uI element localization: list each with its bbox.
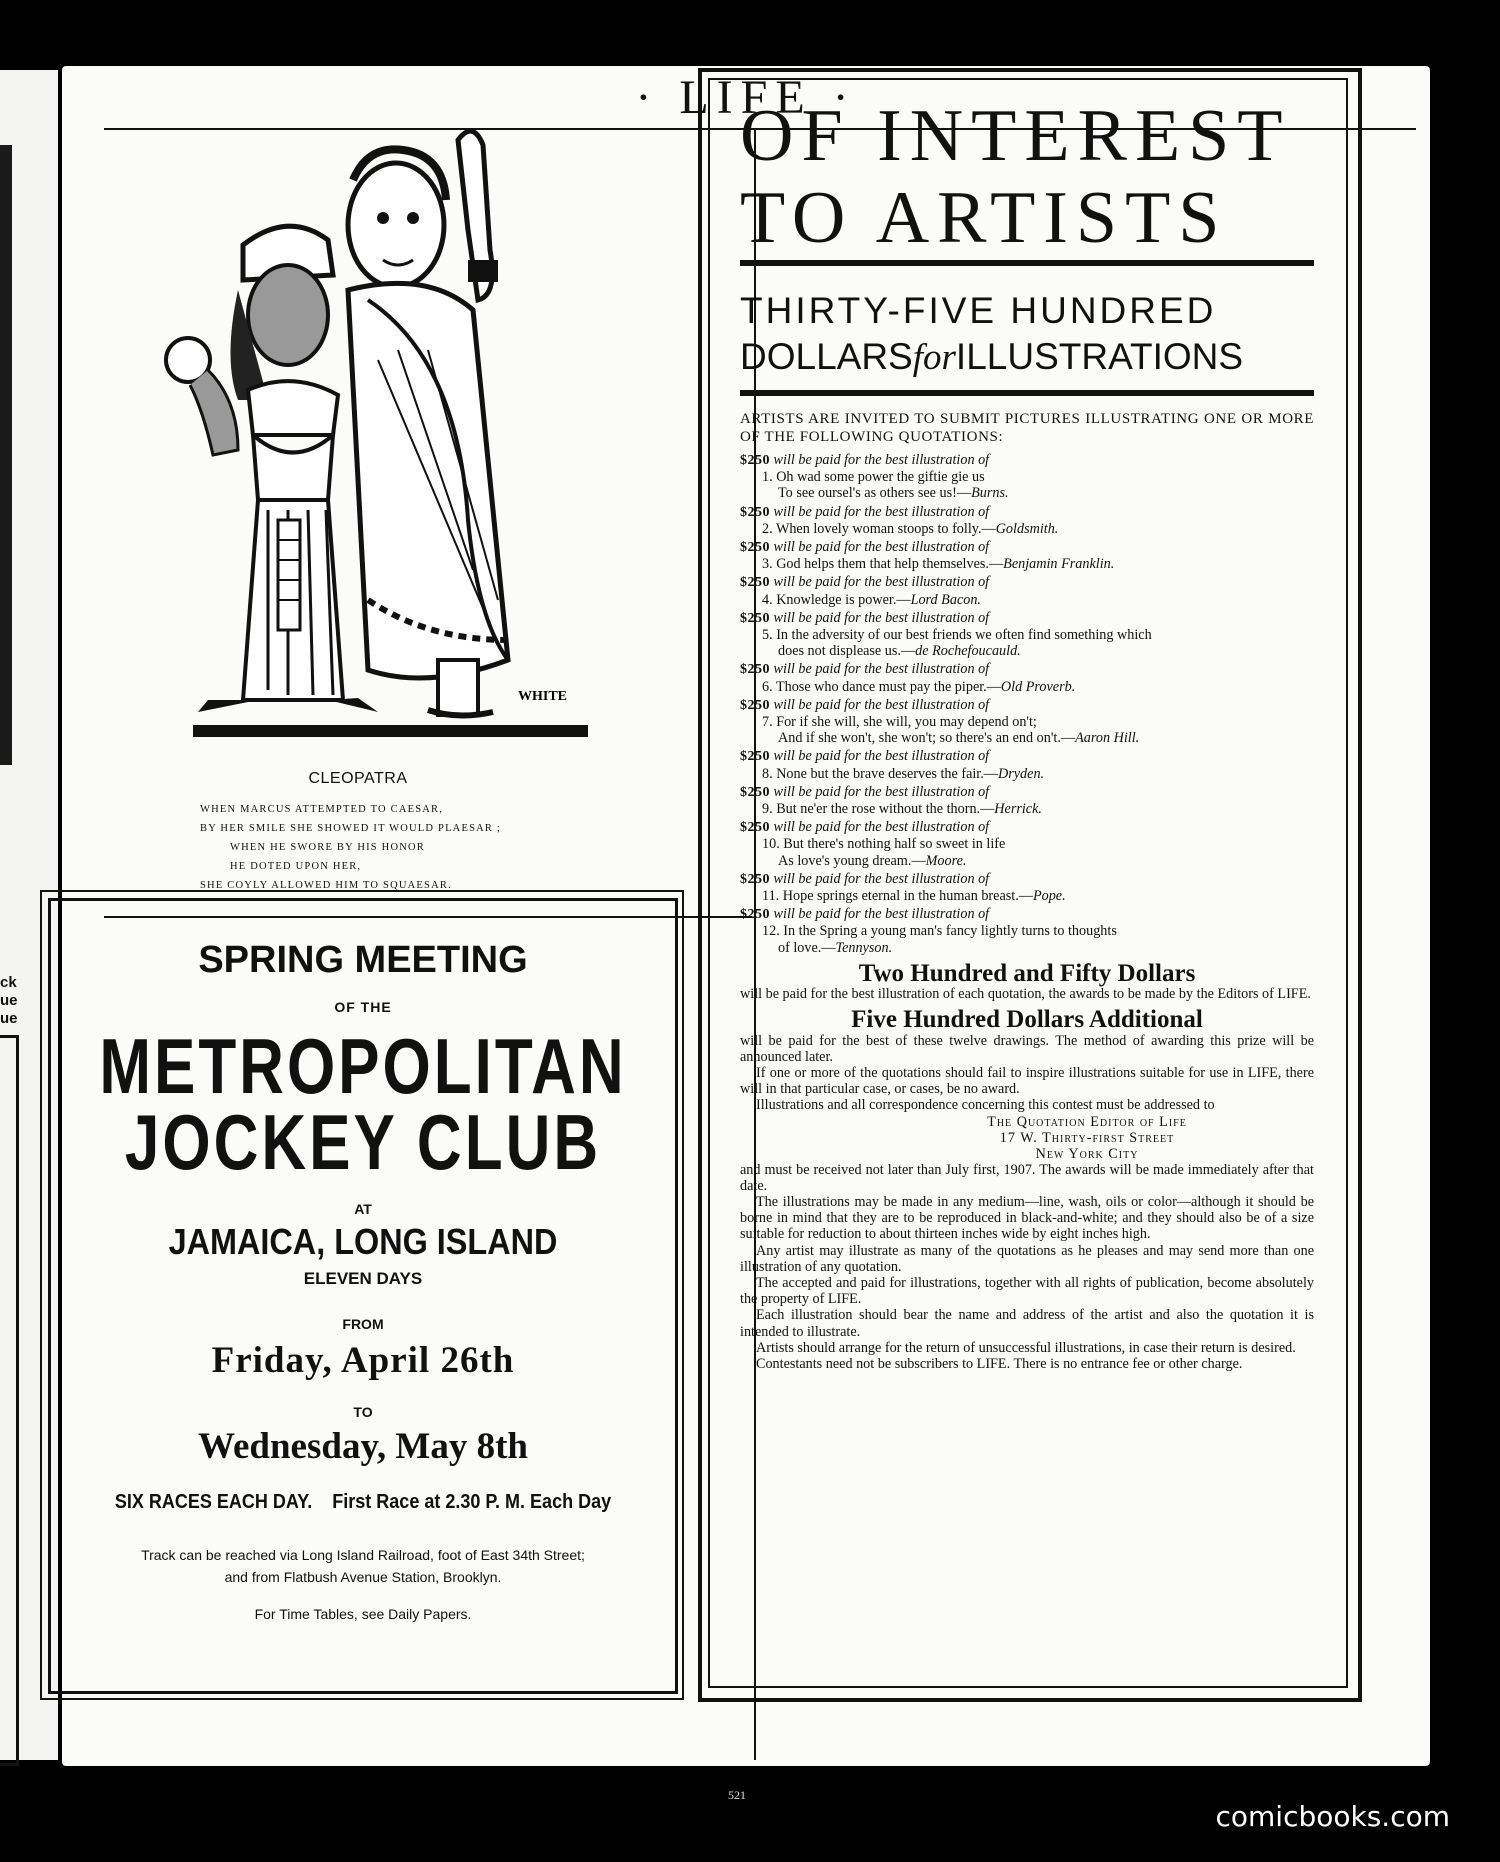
masthead: · LIFE · bbox=[635, 71, 857, 124]
quotation-author: Old Proverb. bbox=[1000, 678, 1076, 695]
quotation-text: Oh wad some power the giftie gie us bbox=[776, 469, 985, 486]
additional-award-paragraph: will be paid for the best of these twelve drawings. The method of awarding this prize will be announced later. bbox=[740, 1032, 1314, 1065]
artists-ad-intro: ARTISTS ARE INVITED TO SUBMIT PICTURES ILLUSTRATING ONE OR MORE OF THE FOLLOWING QUOTATIONS: bbox=[740, 411, 1314, 445]
artists-ad-body bbox=[740, 410, 1314, 1372]
quotation-number: 11. bbox=[762, 888, 780, 905]
quotation-text: God helps them that help themselves.— bbox=[776, 556, 1004, 573]
quotation-text: But there's nothing half so sweet in life bbox=[783, 836, 1006, 853]
additional-award-heading: Five Hundred Dollars Additional bbox=[851, 1006, 1203, 1034]
prize-text: will be paid for the best illustration of bbox=[773, 748, 990, 765]
prize-amount: $250 bbox=[740, 575, 770, 591]
quotation-number: 7. bbox=[762, 714, 773, 731]
watermark: comicbooks.com bbox=[1215, 1800, 1450, 1833]
rules-paragraph: The illustrations may be made in any medium—line, wash, oils or color—although it should be borne in mind that they are to be reproduced in black-and-white; and they should also be of a size suitable for reduction to about thirteen inches wide by eight inches high. bbox=[740, 1193, 1314, 1243]
races-per-day: SIX RACES EACH DAY. bbox=[114, 1491, 313, 1513]
prize-text: will be paid for the best illustration of bbox=[773, 539, 990, 556]
poem-line: WHEN MARCUS ATTEMPTED TO CAESAR, bbox=[200, 804, 444, 815]
quotation-text: To see oursel's as others see us!— bbox=[778, 485, 972, 502]
cartoon-caption-title: CLEOPATRA bbox=[308, 770, 408, 787]
quotation-text: of love.— bbox=[778, 939, 836, 956]
jockey-ad-directions-2: and from Flatbush Avenue Station, Brooklyn. bbox=[224, 1569, 502, 1585]
prize-amount: $250 bbox=[740, 871, 770, 887]
quotation-prize bbox=[740, 784, 1314, 801]
quotation-author: Dryden. bbox=[997, 765, 1045, 782]
quotation-number: 6. bbox=[762, 678, 773, 695]
poem-line: HE DOTED UPON HER, bbox=[230, 861, 362, 872]
quotation bbox=[740, 469, 1314, 501]
previous-page-box bbox=[0, 1035, 19, 1766]
quotation-prize bbox=[740, 906, 1314, 923]
quotation-text: When lovely woman stoops to folly.— bbox=[775, 520, 996, 537]
quotation-number: 3. bbox=[762, 556, 773, 573]
quotation bbox=[740, 592, 1314, 608]
award-heading: Two Hundred and Fifty Dollars bbox=[858, 959, 1196, 987]
page-number: 521 bbox=[728, 1788, 746, 1802]
artists-ad-title-line: TO ARTISTS bbox=[740, 177, 1228, 259]
quotation-prize bbox=[740, 539, 1314, 556]
quotation-text: Hope springs eternal in the human breast.— bbox=[782, 888, 1033, 905]
rules-paragraph: and must be received not later than July first, 1907. The awards will be made immediately after that date. bbox=[740, 1161, 1314, 1194]
quotation-prize bbox=[740, 610, 1314, 627]
cleopatra-cartoon bbox=[128, 100, 588, 750]
rules-paragraph: Illustrations and all correspondence concerning this contest must be addressed to bbox=[756, 1097, 1215, 1114]
quotation bbox=[740, 836, 1314, 868]
prize-amount: $250 bbox=[740, 749, 770, 765]
jockey-ad-duration: ELEVEN DAYS bbox=[303, 1269, 423, 1288]
quotation-prize bbox=[740, 504, 1314, 521]
prize-text: will be paid for the best illustration of bbox=[773, 870, 990, 887]
prize-text: will be paid for the best illustration of bbox=[773, 452, 990, 468]
quotation-prize bbox=[740, 452, 1314, 469]
quotation bbox=[740, 888, 1314, 904]
jockey-ad-races bbox=[82, 1491, 644, 1514]
subtitle-dollars: DOLLARS bbox=[740, 336, 913, 377]
quotation-text: In the Spring a young man's fancy lightly turns to thoughts bbox=[783, 923, 1117, 940]
jockey-ad-directions-1: Track can be reached via Long Island Railroad, foot of East 34th Street; bbox=[141, 1547, 585, 1563]
quotation-text: In the adversity of our best friends we often find something which bbox=[776, 627, 1152, 644]
quotation-prize bbox=[740, 661, 1314, 678]
previous-page-fragment: ue bbox=[0, 992, 18, 1009]
quotation-author: Goldsmith. bbox=[995, 520, 1059, 537]
rules-paragraph: Artists should arrange for the return of unsuccessful illustrations, in case their return is desired. bbox=[756, 1339, 1296, 1356]
jockey-ad-of-the: OF THE bbox=[334, 999, 392, 1015]
quotation-text: As love's young dream.— bbox=[778, 852, 926, 869]
quotation bbox=[740, 556, 1314, 572]
prize-text: will be paid for the best illustration of bbox=[773, 819, 990, 836]
previous-page-dark-bar bbox=[0, 145, 12, 765]
prize-amount: $250 bbox=[740, 540, 770, 556]
prize-amount: $250 bbox=[740, 820, 770, 836]
quotation-text: None but the brave deserves the fair.— bbox=[776, 765, 998, 782]
rules-paragraph: The accepted and paid for illustrations, together with all rights of publication, become absolutely the property of LIFE. bbox=[740, 1274, 1314, 1308]
quotation-number: 9. bbox=[762, 801, 773, 818]
quotation-text: does not displease us.— bbox=[778, 643, 916, 660]
artist-signature: WHITE bbox=[518, 689, 568, 704]
quotation-author: Burns. bbox=[971, 485, 1009, 502]
quotation-text: And if she won't, she won't; so there's an end on't.— bbox=[778, 730, 1076, 747]
artists-ad-subtitle bbox=[740, 288, 1320, 381]
prize-text: will be paid for the best illustration of bbox=[773, 661, 990, 678]
quotation bbox=[740, 521, 1314, 537]
quotation-prize bbox=[740, 871, 1314, 888]
quotation-prize bbox=[740, 819, 1314, 836]
jockey-ad-at: AT bbox=[354, 1201, 372, 1217]
quotation-number: 10. bbox=[762, 836, 780, 853]
quotation-author: Herrick. bbox=[994, 801, 1042, 818]
prize-text: will be paid for the best illustration of bbox=[773, 906, 990, 923]
jockey-ad-jockey-club: JOCKEY CLUB bbox=[124, 1100, 602, 1187]
quotation-prize bbox=[740, 748, 1314, 765]
jockey-ad-metropolitan: METROPOLITAN bbox=[99, 1024, 627, 1111]
address-line: The Quotation Editor of Life bbox=[987, 1113, 1187, 1130]
jockey-club-ad bbox=[48, 898, 678, 1694]
jockey-ad-end-date: Wednesday, May 8th bbox=[198, 1426, 528, 1467]
artists-ad-subtitle-line bbox=[740, 334, 1320, 381]
quotation-number: 4. bbox=[762, 591, 773, 608]
quotation-author: Tennyson. bbox=[835, 939, 893, 956]
poem-line: BY HER SMILE SHE SHOWED IT WOULD PLAESAR ; bbox=[200, 823, 502, 834]
quotation-text: Knowledge is power.— bbox=[776, 591, 911, 608]
prize-text: will be paid for the best illustration of bbox=[773, 609, 990, 626]
poem-line: SHE COYLY ALLOWED HIM TO SQUAESAR. bbox=[200, 880, 452, 891]
quotation-author: Lord Bacon. bbox=[910, 591, 981, 608]
artists-ad-rule bbox=[740, 260, 1314, 266]
award-paragraph: will be paid for the best illustration of each quotation, the awards to be made by the Editors of LIFE. bbox=[740, 986, 1311, 1003]
previous-page-fragment: ck bbox=[0, 974, 17, 991]
prize-amount: $250 bbox=[740, 504, 770, 520]
quotation-author: Pope. bbox=[1032, 888, 1066, 905]
quotation-text: Those who dance must pay the piper.— bbox=[775, 678, 1001, 695]
quotation bbox=[740, 627, 1314, 659]
prize-amount: $250 bbox=[740, 610, 770, 626]
quotation-text: For if she will, she will, you may depend on't; bbox=[776, 714, 1037, 731]
cartoon-poem bbox=[200, 800, 600, 895]
artists-ad-title bbox=[740, 95, 1320, 259]
rules-paragraph: Contestants need not be subscribers to LIFE. There is no entrance fee or other charge. bbox=[756, 1355, 1243, 1372]
address-line: 17 W. Thirty-first Street bbox=[999, 1129, 1175, 1146]
jockey-ad-start-date: Friday, April 26th bbox=[211, 1340, 515, 1381]
quotation bbox=[740, 679, 1314, 695]
quotation-prize bbox=[740, 574, 1314, 591]
jockey-ad-timetables: For Time Tables, see Daily Papers. bbox=[254, 1606, 472, 1622]
prize-text: will be paid for the best illustration of bbox=[773, 696, 990, 713]
quotation-author: Moore. bbox=[925, 852, 967, 869]
quotation bbox=[740, 923, 1314, 955]
rules-paragraph: If one or more of the quotations should fail to inspire illustrations suitable for use in LIFE, there will in that particular case, or cases, be no award. bbox=[740, 1064, 1314, 1098]
prize-text: will be paid for the best illustration of bbox=[773, 574, 990, 591]
prize-amount: $250 bbox=[740, 662, 770, 678]
quotation-list bbox=[740, 452, 1314, 956]
rules-paragraph: Any artist may illustrate as many of the quotations as he pleases and may send more than one illustration of any quotation. bbox=[740, 1242, 1314, 1275]
quotation-text: But ne'er the rose without the thorn.— bbox=[776, 801, 995, 818]
rules-paragraph: Each illustration should bear the name and address of the artist and also the quotation it is intended to illustrate. bbox=[740, 1307, 1314, 1340]
prize-text: will be paid for the best illustration of bbox=[773, 783, 990, 800]
quotation-author: de Rochefoucauld. bbox=[915, 643, 1021, 660]
prize-text: will be paid for the best illustration of bbox=[773, 503, 990, 520]
first-race-time: First Race at 2.30 P. M. Each Day bbox=[332, 1491, 612, 1513]
artists-ad-title-line: OF INTEREST bbox=[740, 95, 1291, 177]
prize-amount: $250 bbox=[740, 784, 770, 800]
quotation-number: 8. bbox=[762, 765, 773, 782]
artists-ad-rule bbox=[740, 390, 1314, 396]
subtitle-for: for bbox=[912, 337, 956, 378]
prize-amount: $250 bbox=[740, 453, 770, 468]
poem-line: WHEN HE SWORE BY HIS HONOR bbox=[230, 842, 426, 853]
caesar-figure bbox=[348, 131, 508, 715]
quotation-number: 1. bbox=[762, 469, 773, 486]
jockey-ad-to: TO bbox=[353, 1404, 373, 1420]
address-line: New York City bbox=[1035, 1145, 1139, 1162]
cartoon-ground bbox=[193, 725, 588, 737]
prize-amount: $250 bbox=[740, 697, 770, 713]
jockey-ad-heading: SPRING MEETING bbox=[198, 939, 528, 981]
jockey-ad-location: JAMAICA, LONG ISLAND bbox=[168, 1221, 558, 1262]
quotation-prize bbox=[740, 697, 1314, 714]
previous-page-fragment: ue bbox=[0, 1010, 18, 1027]
quotation-author: Benjamin Franklin. bbox=[1003, 556, 1115, 573]
jockey-ad-from: FROM bbox=[342, 1316, 384, 1332]
quotation-author: Aaron Hill. bbox=[1075, 730, 1140, 747]
quotation bbox=[740, 801, 1314, 817]
contest-address bbox=[860, 1114, 1314, 1162]
quotation-number: 12. bbox=[762, 923, 780, 940]
quotation-number: 5. bbox=[762, 627, 773, 644]
prize-amount: $250 bbox=[740, 907, 770, 923]
artists-ad-subtitle-line: THIRTY-FIVE HUNDRED bbox=[740, 290, 1217, 331]
subtitle-illustrations: ILLUSTRATIONS bbox=[955, 336, 1244, 377]
quotation-number: 2. bbox=[762, 520, 773, 537]
quotation bbox=[740, 714, 1314, 746]
quotation bbox=[740, 766, 1314, 782]
